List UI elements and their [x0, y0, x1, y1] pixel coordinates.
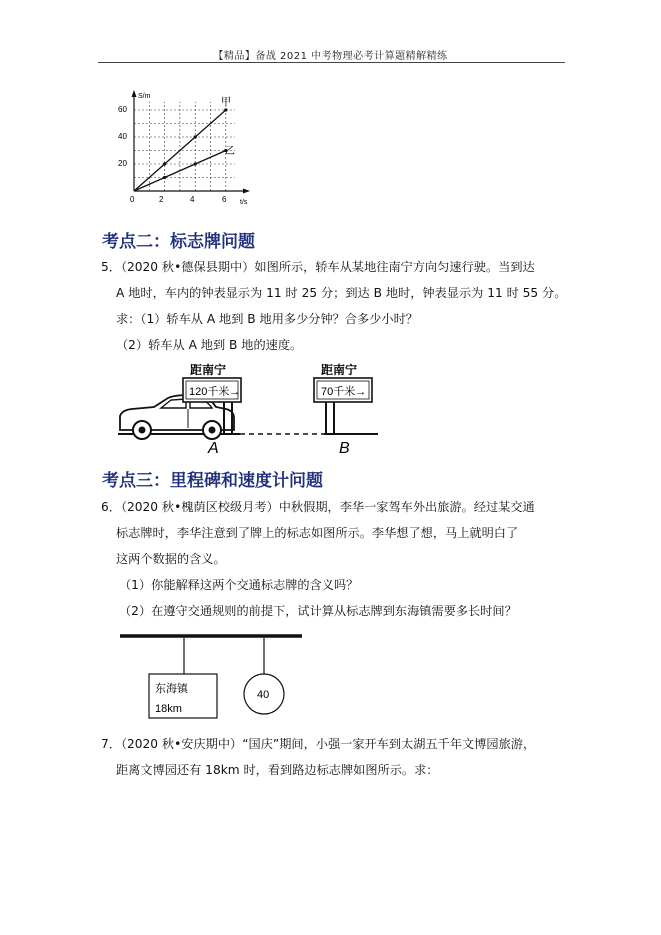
data-point	[194, 135, 197, 138]
section-title-2: 考点二：标志牌问题	[102, 232, 255, 252]
y-axis-arrow	[132, 90, 137, 97]
q6-line-4: （1）你能解释这两个交通标志牌的含义吗？	[119, 578, 359, 592]
q5-line-4: （2）轿车从 A 地到 B 地的速度。	[116, 338, 303, 352]
q6-line-1: 6．（2020 秋•槐荫区校级月考）中秋假期，李华一家驾车外出旅游。经过某交通	[101, 500, 535, 514]
town-distance: 18km	[155, 703, 182, 715]
q6-line-5: （2）在遵守交通规则的前提下，试计算从标志牌到东海镇需要多长时间？	[119, 604, 517, 618]
q6-line-3: 这两个数据的含义。	[116, 552, 226, 566]
q5-line-1: 5．（2020 秋•德保县期中）如图所示，轿车从某地往南宁方向匀速行驶。当到达	[101, 260, 535, 274]
series-label-jia: 甲	[221, 97, 231, 108]
series-line-yi	[134, 151, 226, 192]
town-name: 东海镇	[155, 683, 188, 695]
y-tick-40: 40	[118, 132, 127, 141]
series-label-yi: 乙	[225, 146, 235, 157]
x-tick-2: 2	[159, 195, 164, 204]
x-tick-4: 4	[190, 195, 195, 204]
distance-time-graph	[112, 88, 252, 213]
y-tick-60: 60	[118, 105, 127, 114]
traffic-sign-figure	[116, 628, 306, 724]
x-tick-6: 6	[222, 195, 227, 204]
q6-line-2: 标志牌时，李华注意到了牌上的标志如图所示。李华想了想，马上就明白了	[116, 526, 519, 540]
q5-line-3: 求：（1）轿车从 A 地到 B 地用多少分钟？合多少小时？	[116, 312, 418, 326]
section-title-3: 考点三：里程碑和速度计问题	[102, 471, 323, 491]
sign-b-title: 距南宁	[321, 363, 358, 377]
data-point	[224, 108, 227, 111]
sign-b	[314, 362, 372, 434]
data-point	[194, 162, 197, 165]
data-point	[163, 162, 166, 165]
q7-line-2: 距离文博园还有 18km 时，看到路边标志牌如图所示。求：	[116, 763, 439, 777]
q7-line-1: 7．（2020 秋•安庆期中）“国庆”期间，小强一家开车到太湖五千年文博园旅游，	[101, 737, 536, 751]
y-axis-label: S/m	[138, 93, 151, 100]
page-header: 【精品】备战 2021 中考物理必考计算题精解精练	[213, 51, 448, 62]
sign-a-value: 120千米→	[189, 386, 241, 398]
y-tick-20: 20	[118, 159, 127, 168]
sign-b-value: 70千米→	[321, 386, 367, 398]
x-axis-label: t/s	[240, 199, 248, 206]
data-point	[163, 176, 166, 179]
graph-series	[134, 108, 227, 191]
road-signs-figure	[116, 360, 386, 460]
header-divider	[98, 62, 565, 63]
q5-line-2: A 地时，车内的钟表显示为 11 时 25 分；到达 B 地时，钟表显示为 11 时 55 分。	[116, 286, 567, 300]
point-a-label: A	[208, 440, 219, 457]
point-b-label: B	[339, 440, 350, 457]
x-axis-arrow	[243, 189, 250, 194]
x-tick-0: 0	[130, 195, 135, 204]
speed-limit-value: 40	[257, 689, 270, 701]
sign-a-title: 距南宁	[190, 363, 227, 377]
